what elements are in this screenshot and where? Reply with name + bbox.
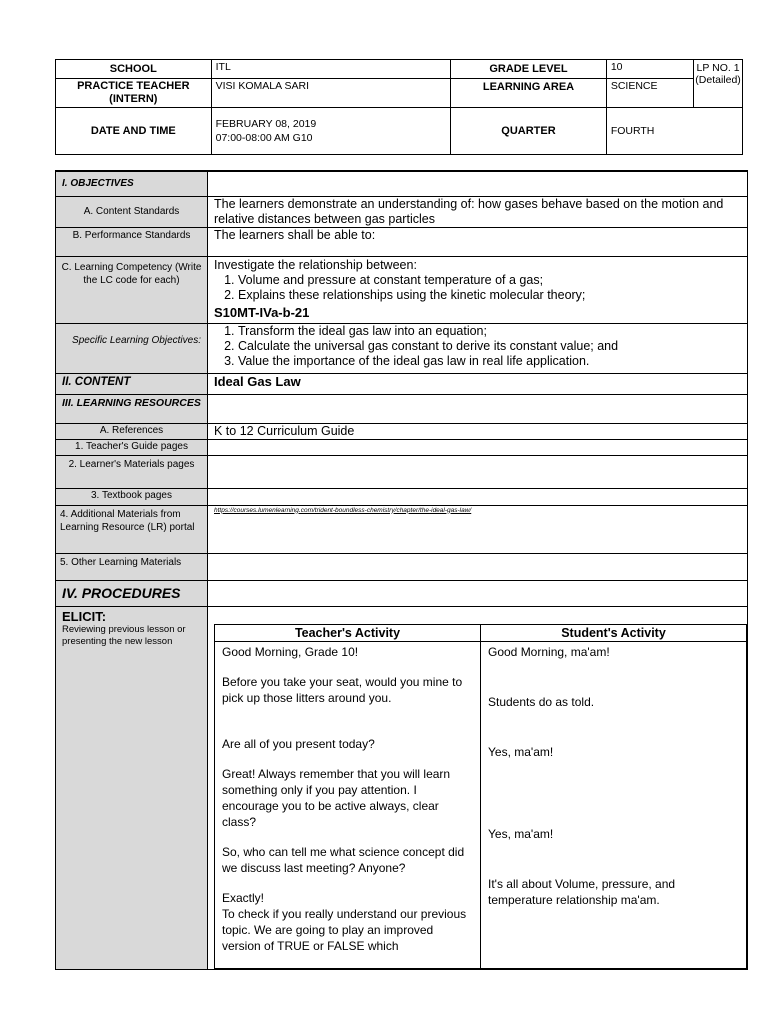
teacher-activity-header: Teacher's Activity	[215, 624, 481, 641]
references-value: K to 12 Curriculum Guide	[208, 423, 748, 439]
lc-code: S10MT-IVa-b-21	[214, 304, 310, 320]
student-activity-header: Student's Activity	[481, 624, 747, 641]
teachers-guide-label: 1. Teacher's Guide pages	[56, 439, 208, 455]
elicit-cell	[56, 606, 208, 969]
content-value: Ideal Gas Law	[208, 373, 748, 394]
student-line: Good Morning, ma'am!	[488, 644, 610, 659]
specific-item: 1. Transform the ideal gas law into an equation;	[238, 324, 741, 339]
date-value	[211, 108, 451, 155]
teacher-label: PRACTICE TEACHER (INTERN)	[56, 79, 212, 108]
competency-item: 2. Explains these relationships using the kinetic molecular theory;	[238, 288, 741, 303]
teacher-value: VISI KOMALA SARI	[211, 79, 451, 108]
quarter-value: FOURTH	[606, 108, 742, 155]
resources-title: III. LEARNING RESOURCES	[56, 394, 208, 423]
competency-label: C. Learning Competency (Write the LC code for each)	[56, 256, 208, 323]
other-materials-label: 5. Other Learning Materials	[56, 553, 208, 580]
competency-list	[214, 273, 741, 303]
activity-table	[214, 624, 747, 969]
time-text: 07:00-08:00 AM G10	[215, 132, 313, 144]
area-label: LEARNING AREA	[451, 79, 607, 108]
teacher-line: Are all of you present today?	[222, 736, 375, 751]
specific-item: 3. Value the importance of the ideal gas law in real life application.	[238, 354, 741, 369]
learners-materials-label: 2. Learner's Materials pages	[56, 455, 208, 488]
performance-standards-label: B. Performance Standards	[56, 227, 208, 256]
student-line: Yes, ma'am!	[488, 826, 554, 841]
lp-number	[694, 60, 743, 108]
content-standards-label: A. Content Standards	[56, 196, 208, 227]
textbook-label: 3. Textbook pages	[56, 488, 208, 505]
lp-no: LP NO. 1	[696, 62, 740, 74]
teacher-line: Before you take your seat, would you mine to pick up those litters around you.	[222, 674, 463, 705]
lp-type: (Detailed)	[695, 74, 741, 86]
performance-standards: The learners shall be able to:	[208, 227, 748, 256]
specific-objectives-label: Specific Learning Objectives:	[56, 323, 208, 373]
school-value: ITL	[211, 60, 451, 79]
procedures-title: IV. PROCEDURES	[56, 580, 208, 606]
specific-objectives	[208, 323, 748, 373]
content-title: II. CONTENT	[56, 373, 208, 394]
elicit-title: ELICIT:	[62, 608, 107, 624]
additional-materials-label: 4. Additional Materials from Learning Resource (LR) portal	[56, 505, 208, 553]
teacher-line: Good Morning, Grade 10!	[222, 644, 359, 659]
date-text: FEBRUARY 08, 2019	[215, 118, 317, 130]
student-activity	[481, 641, 747, 968]
teacher-line: Exactly!	[222, 890, 265, 905]
elicit-description: Reviewing previous lesson or presenting the new lesson	[62, 623, 186, 647]
teacher-line: To check if you really understand our previous topic. We are going to play an improved version of TRUE or FALSE which	[222, 906, 467, 953]
student-line: It's all about Volume, pressure, and temperature relationship ma'am.	[488, 876, 676, 907]
activity-cell	[208, 606, 748, 969]
quarter-label: QUARTER	[451, 108, 607, 155]
content-standards: The learners demonstrate an understanding of: how gases behave based on the motion and relative distances between gas particles	[208, 196, 748, 227]
header-table	[55, 59, 743, 155]
references-label: A. References	[56, 423, 208, 439]
competency-item: 1. Volume and pressure at constant temperature of a gas;	[238, 273, 741, 288]
teacher-line: Great! Always remember that you will learn something only if you pay attention. I encourage you to be active always, clear class?	[222, 766, 451, 829]
school-label: SCHOOL	[56, 60, 212, 79]
teacher-line: So, who can tell me what science concept did we discuss last meeting? Anyone?	[222, 844, 465, 875]
specific-item: 2. Calculate the universal gas constant to derive its constant value; and	[238, 339, 741, 354]
grade-label: GRADE LEVEL	[451, 60, 607, 79]
area-value: SCIENCE	[606, 79, 693, 108]
teacher-activity	[215, 641, 481, 968]
competency	[208, 256, 748, 323]
grade-value: 10	[606, 60, 693, 79]
objectives-title: I. OBJECTIVES	[56, 171, 208, 196]
lesson-plan-table	[55, 170, 748, 970]
student-line: Yes, ma'am!	[488, 744, 554, 759]
competency-intro: Investigate the relationship between:	[214, 257, 417, 272]
date-label: DATE AND TIME	[56, 108, 212, 155]
student-line: Students do as told.	[488, 694, 595, 709]
specific-list	[214, 324, 741, 369]
additional-materials-link[interactable]: https://courses.lumenlearning.com/trident-boundless-chemistry/chapter/the-ideal-gas-law/	[214, 506, 472, 514]
